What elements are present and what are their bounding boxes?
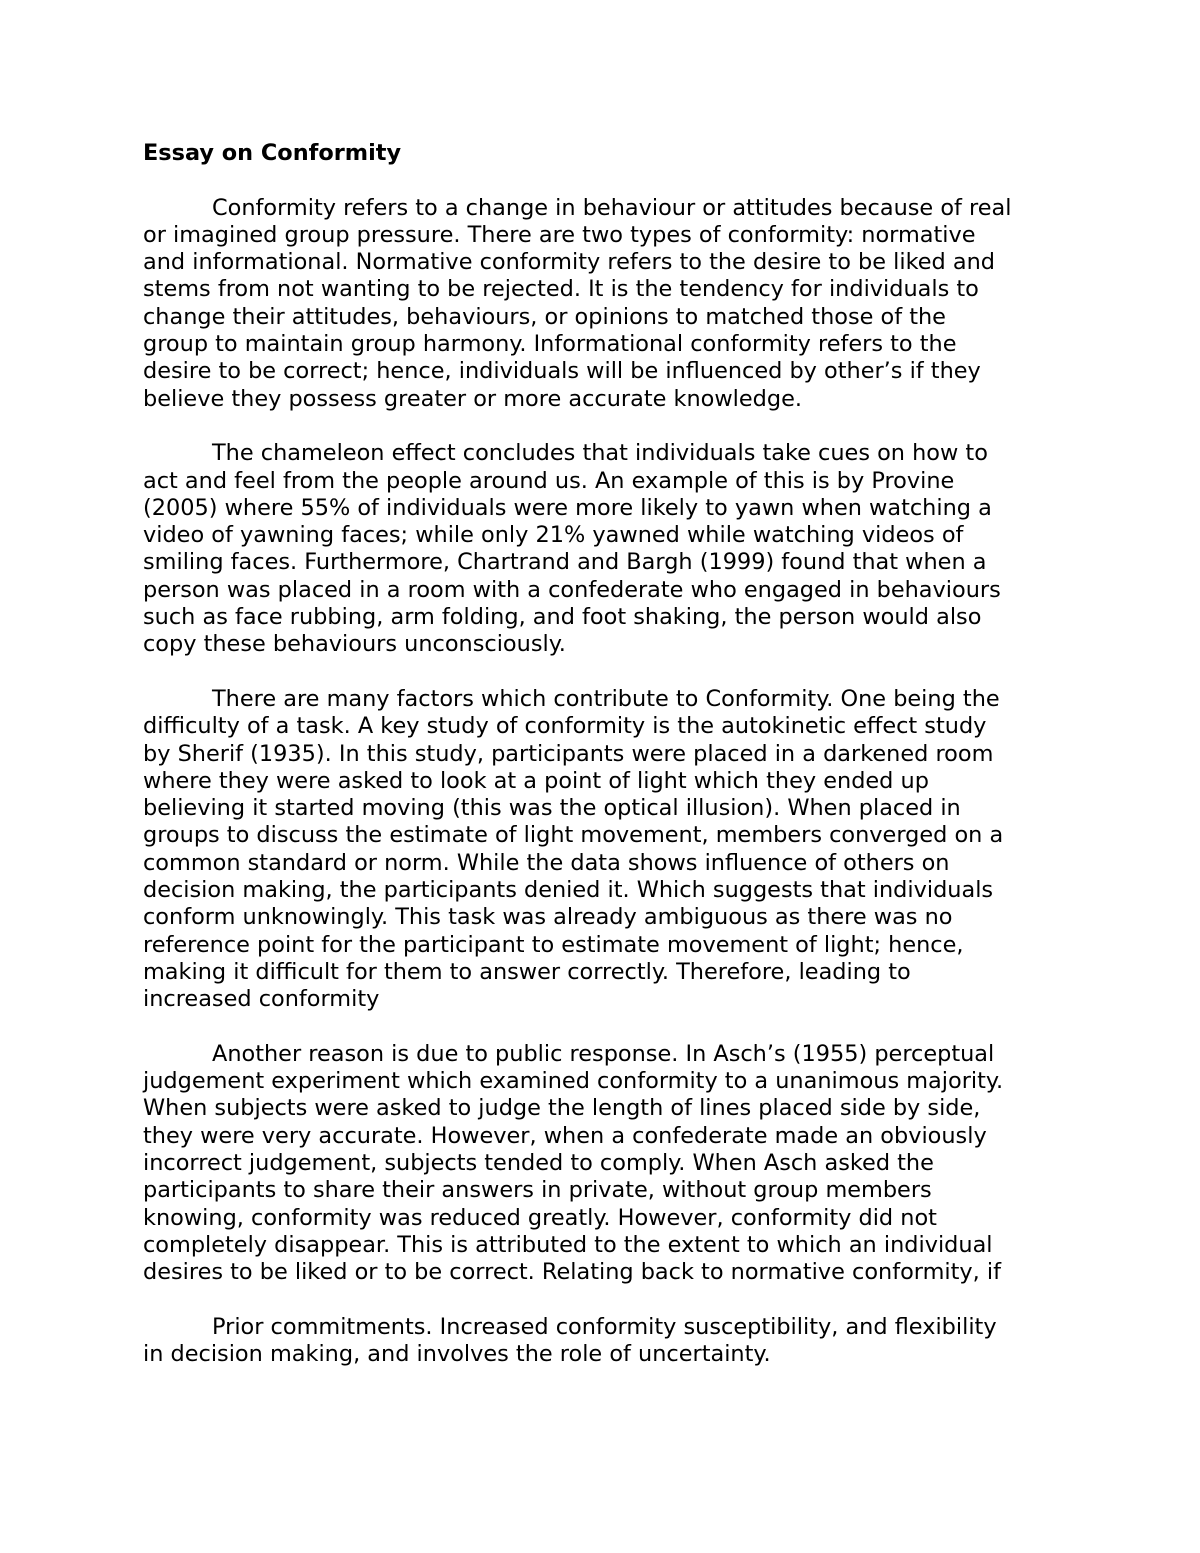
paragraph-2 <box>143 440 1068 658</box>
text-line: incorrect judgement, subjects tended to comply. When Asch asked the <box>143 1149 934 1176</box>
text-line: decision making, the participants denied it. Which suggests that individuals <box>143 877 994 904</box>
text-line: believing it started moving (this was the optical illusion). When placed in <box>143 795 961 822</box>
text-line: The chameleon effect concludes that individuals take cues on how to <box>212 440 988 467</box>
text-line: person was placed in a room with a confederate who engaged in behaviours <box>143 576 1001 603</box>
document-title: Essay on Conformity <box>143 140 402 166</box>
document-page <box>143 140 1068 1396</box>
text-line: group to maintain group harmony. Informational conformity refers to the <box>143 331 957 358</box>
text-line: When subjects were asked to judge the length of lines placed side by side, <box>143 1095 981 1122</box>
text-line: desires to be liked or to be correct. Relating back to normative conformity, if <box>143 1259 1002 1286</box>
text-line: such as face rubbing, arm folding, and foot shaking, the person would also <box>143 604 982 631</box>
text-line: Conformity refers to a change in behaviour or attitudes because of real <box>212 194 1012 221</box>
text-line: increased conformity <box>143 986 380 1013</box>
paragraph-4 <box>143 1041 1068 1287</box>
text-line: making it difficult for them to answer correctly. Therefore, leading to <box>143 958 911 985</box>
text-line: judgement experiment which examined conformity to a unanimous majority. <box>143 1068 1004 1095</box>
text-line: (2005) where 55% of individuals were more likely to yawn when watching a <box>143 494 992 521</box>
text-line: Another reason is due to public response. In Asch’s (1955) perceptual <box>212 1040 995 1067</box>
text-line: common standard or norm. While the data shows influence of others on <box>143 849 950 876</box>
text-line: by Sherif (1935). In this study, participants were placed in a darkened room <box>143 740 994 767</box>
text-line: act and feel from the people around us. An example of this is by Provine <box>143 467 955 494</box>
text-line: difficulty of a task. A key study of conformity is the autokinetic effect study <box>143 713 987 740</box>
text-line: knowing, conformity was reduced greatly. However, conformity did not <box>143 1204 937 1231</box>
text-line: reference point for the participant to estimate movement of light; hence, <box>143 931 964 958</box>
text-line: Prior commitments. Increased conformity susceptibility, and flexibility <box>212 1313 997 1340</box>
text-line: where they were asked to look at a point of light which they ended up <box>143 767 929 794</box>
text-line: smiling faces. Furthermore, Chartrand and Bargh (1999) found that when a <box>143 549 987 576</box>
paragraph-1 <box>143 195 1068 413</box>
text-line: groups to discuss the estimate of light movement, members converged on a <box>143 822 1004 849</box>
text-line: believe they possess greater or more accurate knowledge. <box>143 385 802 412</box>
text-line: copy these behaviours unconsciously. <box>143 631 566 658</box>
text-line: in decision making, and involves the role of uncertainty. <box>143 1341 771 1368</box>
text-line: There are many factors which contribute to Conformity. One being the <box>212 685 1000 712</box>
text-line: video of yawning faces; while only 21% yawned while watching videos of <box>143 522 964 549</box>
text-line: conform unknowingly. This task was already ambiguous as there was no <box>143 904 953 931</box>
text-line: or imagined group pressure. There are two types of conformity: normative <box>143 221 976 248</box>
text-line: change their attitudes, behaviours, or opinions to matched those of the <box>143 303 946 330</box>
paragraph-3 <box>143 686 1068 1014</box>
text-line: they were very accurate. However, when a confederate made an obviously <box>143 1122 987 1149</box>
text-line: completely disappear. This is attributed to the extent to which an individual <box>143 1231 993 1258</box>
text-line: participants to share their answers in private, without group members <box>143 1177 932 1204</box>
text-line: stems from not wanting to be rejected. It is the tendency for individuals to <box>143 276 979 303</box>
text-line: and informational. Normative conformity refers to the desire to be liked and <box>143 249 995 276</box>
text-line: desire to be correct; hence, individuals will be influenced by other’s if they <box>143 358 981 385</box>
paragraph-5 <box>143 1314 1068 1369</box>
